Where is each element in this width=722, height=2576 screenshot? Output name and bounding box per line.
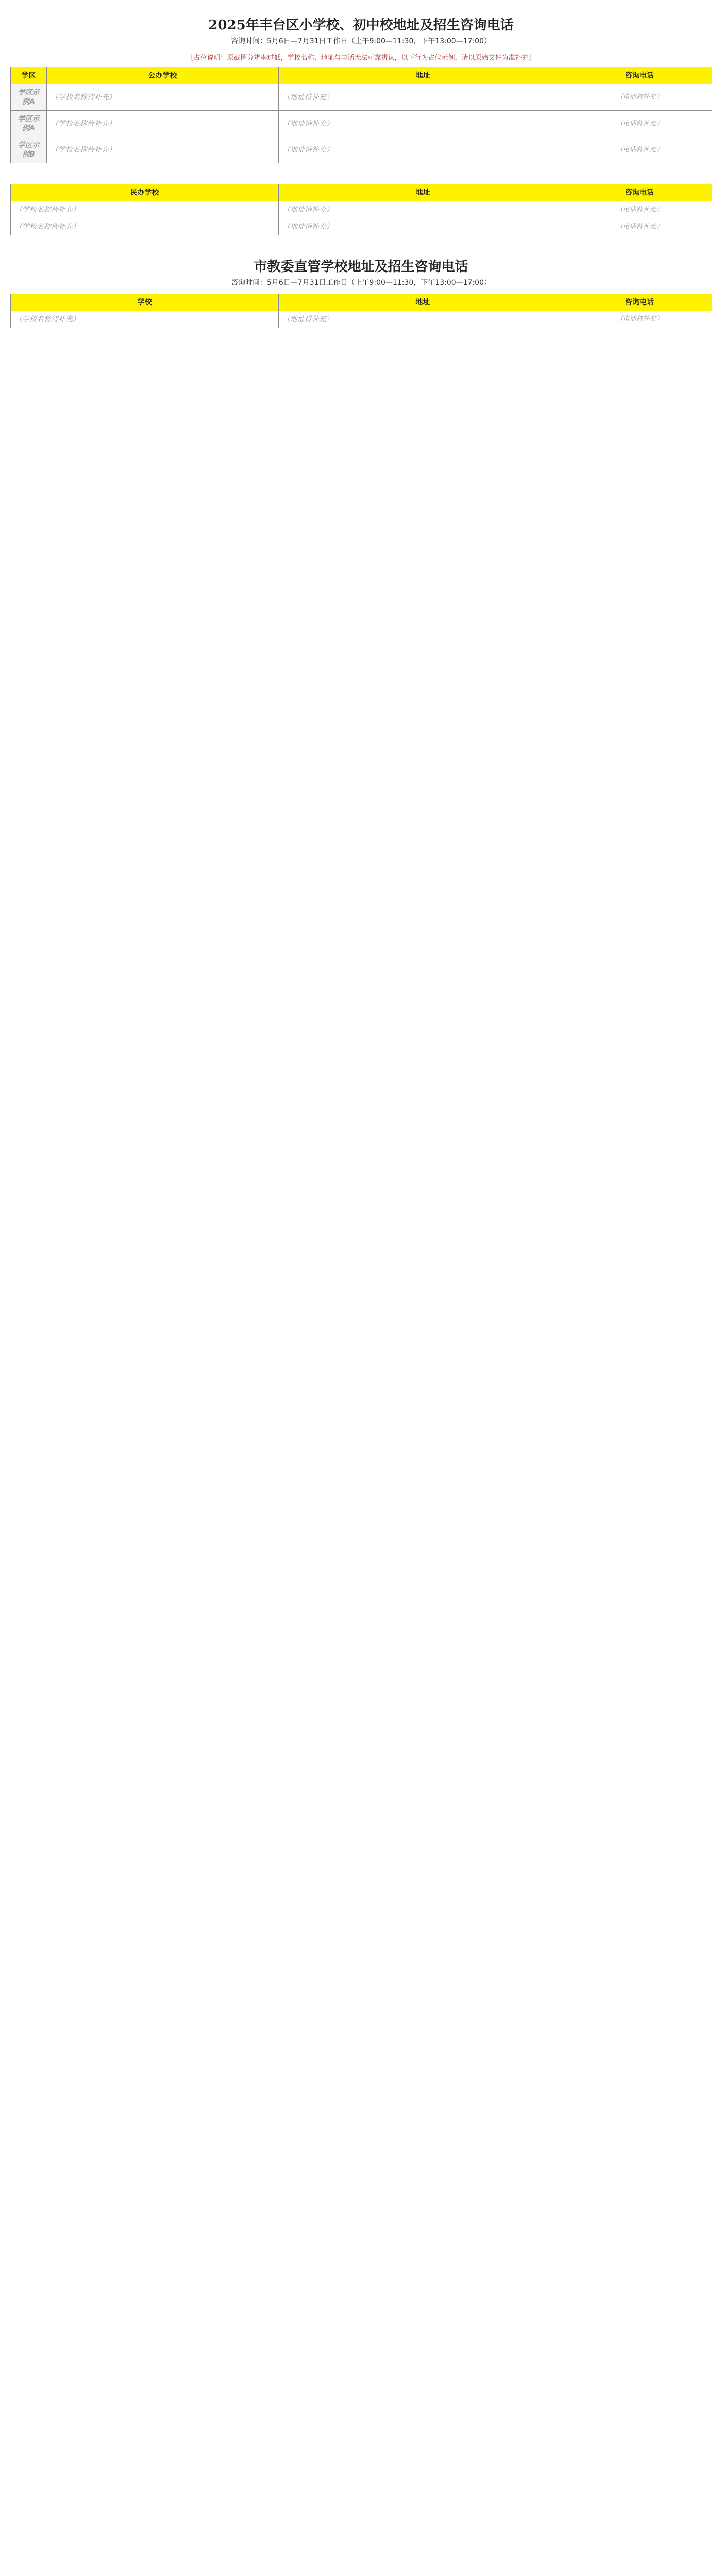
placeholder-note: ［占位说明：原截图分辨率过低，学校名称、地址与电话无法可靠辨认，以下行为占位示例，请以原始文件为准补充］ [187, 54, 535, 62]
table-row [11, 137, 712, 163]
header-district: 学区 [11, 67, 47, 84]
page-title: 2025年丰台区小学校、初中校地址及招生咨询电话 [208, 18, 514, 33]
school-address-cell: （地址待补充） [279, 218, 567, 235]
school-address-cell: （地址待补充） [279, 137, 567, 163]
public-schools-header-row [11, 67, 712, 84]
school-phone-cell: （电话待补充） [567, 84, 712, 111]
table-row [11, 111, 712, 137]
header-phone: 咨询电话 [567, 67, 712, 84]
city-schools-header-row [11, 294, 712, 311]
header-private-school: 民办学校 [11, 184, 279, 201]
header-private-address: 地址 [279, 184, 567, 201]
school-name-cell: （学校名称待补充） [47, 84, 279, 111]
header-city-phone: 咨询电话 [567, 294, 712, 311]
city-section-subtitle: 咨询时间：5月6日—7月31日工作日（上午9:00—11:30，下午13:00—17:00） [230, 279, 491, 287]
page [0, 0, 722, 349]
school-address-cell: （地址待补充） [279, 201, 567, 218]
school-phone-cell: （电话待补充） [567, 111, 712, 137]
city-schools-body [11, 311, 712, 328]
header-school: 公办学校 [47, 67, 279, 84]
private-schools-body [11, 201, 712, 235]
school-phone-cell: （电话待补充） [567, 201, 712, 218]
school-address-cell: （地址待补充） [279, 311, 567, 328]
school-name-cell: （学校名称待补充） [11, 201, 279, 218]
school-address-cell: （地址待补充） [279, 84, 567, 111]
school-name-cell: （学校名称待补充） [47, 137, 279, 163]
public-schools-table [10, 67, 712, 163]
private-schools-table [10, 184, 712, 235]
private-schools-header-row [11, 184, 712, 201]
school-phone-cell: （电话待补充） [567, 218, 712, 235]
header-address: 地址 [279, 67, 567, 84]
public-schools-body [11, 84, 712, 163]
school-phone-cell: （电话待补充） [567, 137, 712, 163]
header-city-school: 学校 [11, 294, 279, 311]
table-row [11, 84, 712, 111]
school-address-cell: （地址待补充） [279, 111, 567, 137]
page-subtitle: 咨询时间：5月6日—7月31日工作日（上午9:00—11:30，下午13:00—17:00） [230, 37, 491, 45]
school-phone-cell: （电话待补充） [567, 311, 712, 328]
district-cell: 学区示例B [11, 137, 47, 163]
table-row [11, 218, 712, 235]
school-name-cell: （学校名称待补充） [47, 111, 279, 137]
header-city-address: 地址 [279, 294, 567, 311]
district-cell: 学区示例A [11, 111, 47, 137]
table-row [11, 311, 712, 328]
school-name-cell: （学校名称待补充） [11, 218, 279, 235]
header-private-phone: 咨询电话 [567, 184, 712, 201]
city-schools-table [10, 294, 712, 328]
city-section-title: 市教委直管学校地址及招生咨询电话 [254, 259, 468, 275]
district-cell: 学区示例A [11, 84, 47, 111]
school-name-cell: （学校名称待补充） [11, 311, 279, 328]
table-row [11, 201, 712, 218]
